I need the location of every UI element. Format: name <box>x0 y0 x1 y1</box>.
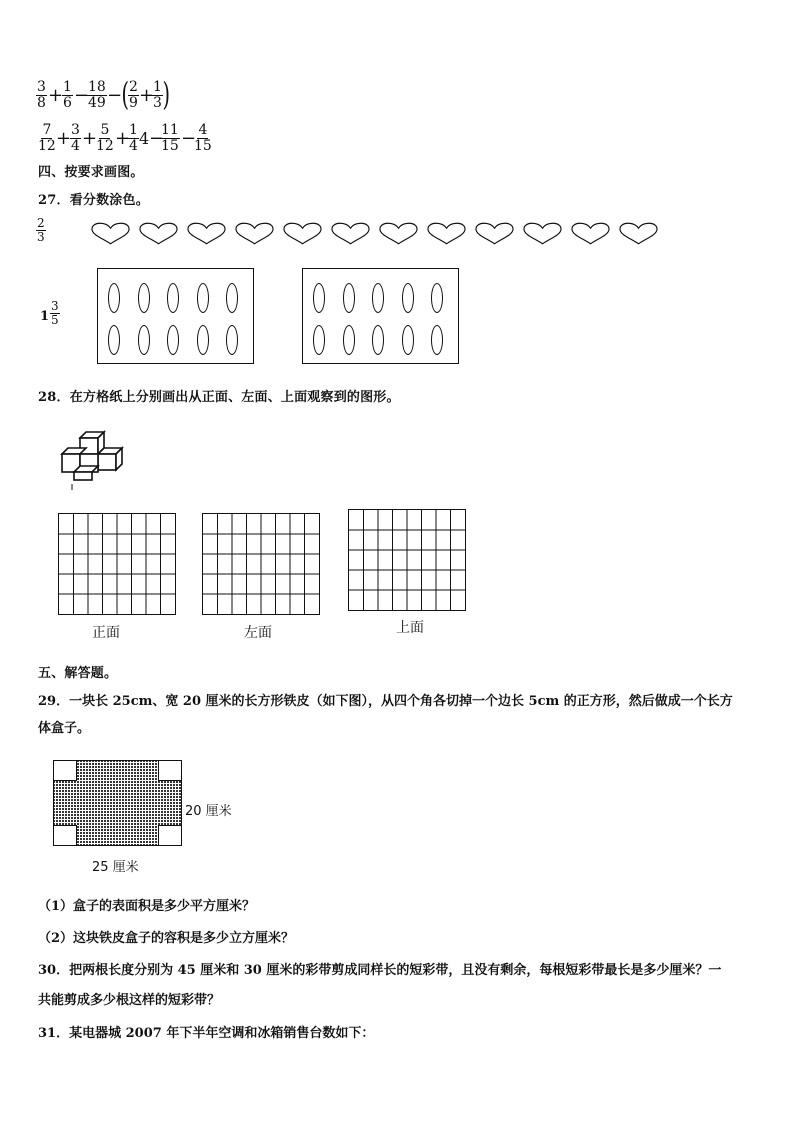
fraction: $\frac{18}{49}$ <box>88 79 106 111</box>
oval-shape <box>138 283 150 313</box>
fraction: $\frac{1}{6}$ <box>63 79 72 111</box>
oval-shape <box>197 325 209 355</box>
oval-shape <box>402 283 414 313</box>
question-30-text: 30．把两根长度分别为 45 厘米和 30 厘米的彩带剪成同样长的短彩带，且没有剩余，每根短彩带最长是多少厘米？一 <box>38 963 722 978</box>
heart-shape <box>186 222 227 246</box>
oval-shape <box>372 325 384 355</box>
heart-shape <box>234 222 275 246</box>
label-front: 正面 <box>92 625 120 641</box>
oval-shape <box>167 325 179 355</box>
left-paren: ( <box>121 75 129 113</box>
heart-shape <box>90 222 131 246</box>
fraction: $\frac{11}{15}$ <box>161 122 179 154</box>
oval-shape <box>431 325 443 355</box>
fraction-three-fifths: $\frac{3}{5}$ <box>51 299 59 327</box>
integer: 4 <box>139 129 150 148</box>
operator: + <box>115 128 131 149</box>
question-30-text-cont: 共能剪成多少根这样的短彩带？ <box>38 993 221 1008</box>
oval-shape <box>167 283 179 313</box>
oval-shape <box>343 283 355 313</box>
grid-lines <box>203 514 319 614</box>
oval-shape <box>313 283 325 313</box>
width-label: 20 厘米 <box>185 804 232 819</box>
question-29-sub-1: （1）盒子的表面积是多少平方厘米？ <box>38 899 256 914</box>
fraction: $\frac{1}{3}$ <box>153 79 162 111</box>
oval-shape <box>138 325 150 355</box>
heart-shape <box>474 222 515 246</box>
fraction-two-thirds: $\frac{2}{3}$ <box>37 216 45 244</box>
heart-shape <box>378 222 419 246</box>
oval-shape <box>431 283 443 313</box>
label-top: 上面 <box>396 620 424 636</box>
oval-shape <box>197 283 209 313</box>
fraction: $\frac{2}{9}$ <box>129 79 138 111</box>
heart-shape <box>138 222 179 246</box>
heart-row <box>90 222 659 246</box>
heart-shape <box>330 222 371 246</box>
oval-shape <box>226 325 238 355</box>
label-left: 左面 <box>244 625 272 641</box>
fraction: $\frac{4}{15}$ <box>194 122 212 154</box>
length-label: 25 厘米 <box>92 860 139 875</box>
heart-shape <box>282 222 323 246</box>
operator: + <box>48 85 64 106</box>
heart-shape <box>522 222 563 246</box>
operator: − <box>149 128 165 149</box>
grid-lines <box>59 514 175 614</box>
operator: + <box>139 85 155 106</box>
oval-box-2 <box>302 268 459 364</box>
section-4-title: 四、按要求画图。 <box>38 165 144 180</box>
operator: + <box>82 128 98 149</box>
oval-shape <box>402 325 414 355</box>
fraction: $\frac{1}{4}$ <box>129 122 138 154</box>
tin-sheet-figure <box>53 760 185 848</box>
heart-shape <box>570 222 611 246</box>
fraction: $\frac{5}{12}$ <box>96 122 114 154</box>
operator: − <box>181 128 197 149</box>
question-29-text: 29．一块长 25cm、宽 20 厘米的长方形铁皮（如下图），从四个角各切掉一个边长 5cm 的正方形，然后做成一个长方 <box>38 694 733 709</box>
question-29-sub-2: （2）这块铁皮盒子的容积是多少立方厘米？ <box>38 931 295 946</box>
oval-shape <box>372 283 384 313</box>
mixed-whole: 1 <box>40 309 50 324</box>
heart-shape <box>618 222 659 246</box>
operator: − <box>74 85 90 106</box>
fraction: $\frac{3}{4}$ <box>71 122 80 154</box>
oval-shape <box>226 283 238 313</box>
fraction: $\frac{7}{12}$ <box>38 122 56 154</box>
question-31-text: 31．某电器城 2007 年下半年空调和冰箱销售台数如下： <box>38 1026 375 1041</box>
cube-figure <box>58 426 130 492</box>
question-27-title: 27．看分数涂色。 <box>38 193 149 208</box>
oval-shape <box>108 325 120 355</box>
grid-lines <box>349 510 465 610</box>
question-28-title: 28．在方格纸上分别画出从正面、左面、上面观察到的图形。 <box>38 390 400 405</box>
grid-top <box>348 509 466 611</box>
operator: − <box>107 85 123 106</box>
grid-left <box>202 513 320 615</box>
oval-shape <box>343 325 355 355</box>
oval-shape <box>313 325 325 355</box>
oval-shape <box>108 283 120 313</box>
question-29-text-cont: 体盒子。 <box>38 721 91 736</box>
operator: + <box>56 128 72 149</box>
section-5-title: 五、解答题。 <box>38 666 118 681</box>
heart-shape <box>426 222 467 246</box>
right-paren: ) <box>162 75 170 113</box>
oval-box-1 <box>97 268 254 364</box>
grid-front <box>58 513 176 615</box>
fraction: $\frac{3}{8}$ <box>37 79 46 111</box>
